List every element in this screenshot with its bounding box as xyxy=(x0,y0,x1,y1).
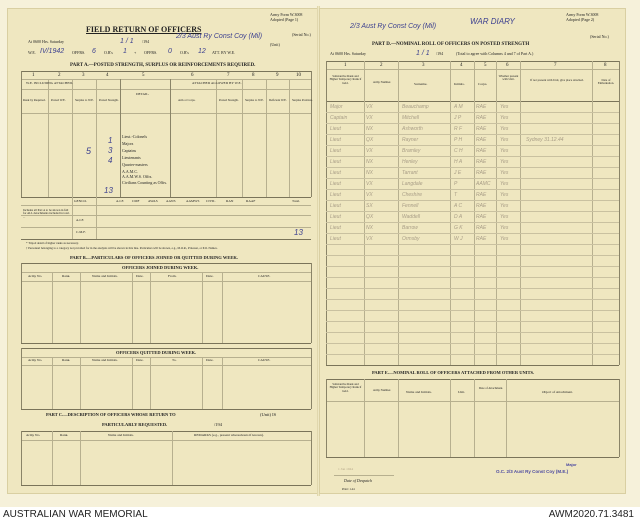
d-col-head-3: Surname. xyxy=(414,82,428,86)
officer-cell: Barrow xyxy=(402,225,418,231)
arm-aans: AANS xyxy=(166,199,176,203)
arm-cmf: CMF xyxy=(132,199,140,203)
officer-cell: Sydney 31.12.44 xyxy=(526,137,564,143)
officer-cell: Yes xyxy=(500,115,509,121)
d-col-num-3: 3 xyxy=(422,63,425,68)
officer-cell: RAE xyxy=(476,192,487,198)
officer-cell: A C xyxy=(454,203,463,209)
joined-col-from: From. xyxy=(168,274,177,278)
year-right: /194 xyxy=(436,51,444,56)
officer-cell: Tarrant xyxy=(402,170,418,176)
col-head-2: Posted W.E. xyxy=(51,98,66,102)
archive-name: AUSTRALIAN WAR MEMORIAL xyxy=(3,509,148,520)
officer-cell: Lieut xyxy=(330,159,341,165)
officer-row xyxy=(326,147,619,157)
officer-cell: Henley xyxy=(402,159,418,165)
officer-row xyxy=(326,202,619,212)
part-d-heading: PART D.—NOMINAL ROLL OF OFFICERS ON POSTED STRENGTH xyxy=(372,42,530,47)
officer-cell: T xyxy=(454,192,458,198)
e-col-head-5: Date of Attachment. xyxy=(478,386,504,390)
d-col-head-4: Initials. xyxy=(454,82,465,86)
officer-cell: P H xyxy=(454,137,463,143)
col-head-4: Posted Strength. xyxy=(99,98,119,102)
officer-cell: NX xyxy=(366,225,373,231)
officer-cell: RAE xyxy=(476,148,487,154)
joined-col-date: Date. xyxy=(136,274,144,278)
officer-cell: Ormsby xyxy=(402,236,420,242)
col-num-3: 3 xyxy=(82,73,85,78)
at-line: At 0600 Hrs. Saturday xyxy=(28,39,64,44)
unit-suffix: (Unit) xyxy=(270,42,280,47)
officer-cell: Captain xyxy=(330,115,348,121)
hw-total: 13 xyxy=(104,186,113,195)
officer-row xyxy=(326,114,619,124)
officer-cell: Yes xyxy=(500,236,509,242)
officer-cell: Yes xyxy=(500,181,509,187)
offrs-label: OFFRS. xyxy=(72,50,86,55)
we-label: W.E. xyxy=(28,50,36,55)
officer-cell: Yes xyxy=(500,192,509,198)
officer-cell: Yes xyxy=(500,225,509,231)
form-note: Army Form W.3008 xyxy=(270,12,303,17)
d-col-num-1: 1 xyxy=(344,63,347,68)
officer-row xyxy=(326,158,619,168)
officer-cell: Langdale xyxy=(402,181,423,187)
joined-col-date-2: Date. xyxy=(206,274,214,278)
officer-cell: VX xyxy=(366,181,373,187)
part-c-heading-2: PARTICULARLY REQUESTED. xyxy=(102,422,168,427)
date-of-despatch: Date of Despatch xyxy=(344,478,372,483)
officer-cell: RAE xyxy=(476,170,487,176)
joined-col-army-no: Army No. xyxy=(28,274,43,278)
field-return-page-2 xyxy=(319,8,626,494)
arm-awas: AWAS xyxy=(148,199,158,203)
officer-row xyxy=(326,103,619,113)
d-col-num-7: 7 xyxy=(554,63,557,68)
arm-aamws: AAMWS xyxy=(186,199,200,203)
officer-cell: Lieut xyxy=(330,126,341,132)
quitted-col-date-2: Date. xyxy=(206,358,214,362)
part-c-col-name: Name and Initials. xyxy=(108,433,134,437)
officer-cell: Lieut xyxy=(330,236,341,242)
officer-cell: J P xyxy=(454,115,462,121)
officer-cell: NX xyxy=(366,126,373,132)
officer-cell: SX xyxy=(366,203,373,209)
col-head-5: DETAIL. xyxy=(136,92,150,96)
hw-majors: 1 xyxy=(108,136,113,145)
officer-cell: Yes xyxy=(500,214,509,220)
quitted-col-name: Name and Initials. xyxy=(92,358,118,362)
officer-cell: Yes xyxy=(500,170,509,176)
plus-sign: + xyxy=(134,50,137,55)
officer-cell: VX xyxy=(366,236,373,242)
officer-cell: Yes xyxy=(500,126,509,132)
hw-total-2: 13 xyxy=(294,228,303,237)
officer-cell: QX xyxy=(366,137,374,143)
rank-quarter-masters: Quarter-masters xyxy=(122,162,148,167)
quitted-col-rank: Rank. xyxy=(62,358,71,362)
officer-cell: RAE xyxy=(476,159,487,165)
officer-cell: Rayner xyxy=(402,137,419,143)
d-col-num-4: 4 xyxy=(460,63,463,68)
unit-name-handwritten-2: 2/3 Aust Ry Const Coy (Mil) xyxy=(350,23,437,30)
e-col-head-6: Object of Attachment. xyxy=(542,390,574,394)
rank-civilians: Civilians Counting as Offrs. xyxy=(122,180,168,185)
joined-col-cause: CAUSE. xyxy=(258,274,271,278)
officer-cell: P xyxy=(454,181,458,187)
print-note: Print: 1.44 xyxy=(342,487,355,491)
officer-row xyxy=(326,180,619,190)
e-col-head-1: Substantive Rank and Higher Temporary Rank if held. xyxy=(329,382,362,393)
officer-row xyxy=(326,224,619,234)
officer-cell: Yes xyxy=(500,159,509,165)
d-col-head-2: Army Number. xyxy=(372,80,392,84)
officer-cell: Waddell xyxy=(402,214,420,220)
officer-cell: VX xyxy=(366,115,373,121)
officer-cell: Yes xyxy=(500,104,509,110)
part-c-heading: PART C.—DESCRIPTION OF OFFICERS WHOSE RETURN TO xyxy=(46,412,176,417)
col-num-5: 5 xyxy=(142,73,145,78)
officer-cell: Beauchamp xyxy=(402,104,429,110)
officer-cell: Lieut xyxy=(330,148,341,154)
hw-captains-2: 3 xyxy=(108,146,113,155)
part-c-col-army-no: Army No. xyxy=(26,433,41,437)
rank-aamc: A.A.M.C. xyxy=(122,169,139,174)
officer-cell: QX xyxy=(366,214,374,220)
arms-note: Includes all Part A to be shown in full for ALL detachments included in total. . . xyxy=(23,208,70,219)
joined-col-rank: Rank. xyxy=(62,274,71,278)
col-head-1: Rank by Required. xyxy=(23,98,46,102)
officer-cell: VX xyxy=(366,192,373,198)
officer-cell: RAE xyxy=(476,225,487,231)
officer-cell: VX xyxy=(366,104,373,110)
col-num-2: 2 xyxy=(58,73,61,78)
hw-lieutenants: 4 xyxy=(108,156,113,165)
officer-cell: Major xyxy=(330,104,343,110)
ors-handwritten: 1 xyxy=(123,48,127,55)
ors2-label: O.R's xyxy=(180,50,189,55)
d-col-head-8: Date of Embarkation. xyxy=(597,78,615,86)
despatch-handwritten: 1 Jan 1944 xyxy=(338,467,354,471)
officer-cell: RAE xyxy=(476,137,487,143)
officer-cell: Lieut xyxy=(330,170,341,176)
joined-title: OFFICERS JOINED DURING WEEK. xyxy=(122,265,199,270)
officer-cell: Lieut xyxy=(330,137,341,143)
form-note-right: Army Form W.3008 xyxy=(566,12,599,17)
part-c-col-remarks: REMARKS (e.g., present whereabouts if known). xyxy=(194,433,264,437)
part-e-heading: PART E.—NOMINAL ROLL OF OFFICERS ATTACHED FROM OTHER UNITS. xyxy=(372,370,535,375)
officer-cell: Yes xyxy=(500,148,509,154)
page-title: FIELD RETURN OF OFFICERS xyxy=(86,25,202,34)
we-handwritten: IV/1942 xyxy=(40,48,65,55)
serial-no-right: (Serial No.) xyxy=(590,34,609,39)
part-b-heading: PART B.—PARTICULARS OF OFFICERS JOINED OR QUITTED DURING WEEK. xyxy=(70,255,238,260)
note-2: † Personnel belonging to a category not provided for in the analysis will be shown in this line. Particulars will be shown, e.g., M.O.R., Prisoner, or P.O. Names. xyxy=(26,246,218,250)
col-head-3: Surplus to W.E. xyxy=(75,98,94,102)
col-num-7: 7 xyxy=(227,73,230,78)
arm-raaf: RAAF xyxy=(246,199,256,203)
col-num-6: 6 xyxy=(191,73,194,78)
quitted-col-date: Date. xyxy=(136,358,144,362)
war-diary-label: WAR DIARY xyxy=(470,17,515,26)
officer-cell: Cheshire xyxy=(402,192,423,198)
row-cmf: C.M.F. xyxy=(76,230,86,234)
offrs2-handwritten: 0 xyxy=(168,48,172,55)
e-col-head-2: Army Number. xyxy=(372,388,392,392)
date-handwritten-right: 1 / 1 xyxy=(416,50,430,57)
ors2-handwritten: 12 xyxy=(198,48,206,55)
col-num-4: 4 xyxy=(106,73,109,78)
year: /194 xyxy=(142,39,150,44)
at-line-right: At 0600 Hrs. Saturday xyxy=(330,51,366,56)
d-col-head-5: Corps. xyxy=(478,82,488,86)
accession-number: AWM2020.71.3481 xyxy=(548,509,634,520)
part-c-col-rank: Rank. xyxy=(60,433,69,437)
officer-row xyxy=(326,213,619,223)
officer-row xyxy=(326,136,619,146)
d-col-num-5: 5 xyxy=(484,63,487,68)
part-c-unit: (Unit) IS xyxy=(260,412,277,417)
quitted-col-army-no: Army No. xyxy=(28,358,43,362)
d-col-num-2: 2 xyxy=(380,63,383,68)
rank-majors: Majors xyxy=(122,141,134,146)
officer-row xyxy=(326,235,619,245)
d-col-head-6: Whether present with Unit. xyxy=(498,74,519,82)
officer-cell: R F xyxy=(454,126,463,132)
officer-cell: RAE xyxy=(476,236,487,242)
field-return-page-1 xyxy=(7,8,321,494)
row-aif: A.I.F. xyxy=(76,218,84,222)
officer-cell: A M xyxy=(454,104,463,110)
col-head-9: Deficient W.E. xyxy=(269,98,287,102)
col-num-9: 9 xyxy=(276,73,279,78)
credit-footer xyxy=(0,507,640,521)
officer-cell: W J xyxy=(454,236,463,242)
rank-aamws: A.A.M.W.S. Offrs. xyxy=(122,174,153,179)
officer-cell: VX xyxy=(366,148,373,154)
hw-captains: 5 xyxy=(86,146,92,156)
officer-cell: J E xyxy=(454,170,462,176)
officer-cell: RAE xyxy=(476,115,487,121)
arm-total: Total. xyxy=(292,199,301,203)
part-a-heading: PART A.—POSTED STRENGTH, SURPLUS OR REINFORCEMENTS REQUIRED. xyxy=(70,63,256,68)
ors-label: O.R's xyxy=(104,50,113,55)
officer-cell: AAMC xyxy=(476,181,491,187)
d-col-num-6: 6 xyxy=(506,63,509,68)
officer-row xyxy=(326,191,619,201)
stamp-rank: Major xyxy=(566,462,577,467)
officer-cell: RAE xyxy=(476,214,487,220)
officer-cell: G K xyxy=(454,225,463,231)
quitted-col-cause: CAUSE. xyxy=(258,358,271,362)
serial-no: (Serial No.) xyxy=(292,32,311,37)
officer-cell: Ashworth xyxy=(402,126,423,132)
quitted-title: OFFICERS QUITTED DURING WEEK. xyxy=(116,350,197,355)
officer-cell: Yes xyxy=(500,137,509,143)
officer-cell: RAE xyxy=(476,126,487,132)
arm-aif: A.I.F. xyxy=(116,199,124,203)
we-including-attached: W.E. INCLUDING ATTACHED. xyxy=(26,81,73,85)
officer-cell: Yes xyxy=(500,203,509,209)
rank-captains: Captains xyxy=(122,148,136,153)
att-label: ATT. BY W.E. xyxy=(212,50,236,55)
officer-cell: RAE xyxy=(476,203,487,209)
col-head-6: Arm or Corps. xyxy=(178,98,196,102)
form-note-right-2: Adopted (Page 2) xyxy=(566,17,595,22)
officer-cell: Lieut xyxy=(330,214,341,220)
e-col-head-4: Unit. xyxy=(458,390,466,394)
col-num-1: 1 xyxy=(32,73,35,78)
oc-stamp: O.C. 2/3 Aust Ry Const Coy (M.E.) xyxy=(496,469,569,474)
officer-cell: Lieut xyxy=(330,225,341,231)
officer-row xyxy=(326,125,619,135)
attached-allowed: ATTACHED ALLOWED BY W.E. xyxy=(192,81,242,85)
officer-cell: RAE xyxy=(476,104,487,110)
unit-name-handwritten: 2/3 Aust Ry Const Coy (Mil) xyxy=(176,33,263,40)
officer-cell: Lieut xyxy=(330,181,341,187)
col-head-7: Posted Strength. xyxy=(219,98,239,102)
officer-cell: Lieut xyxy=(330,203,341,209)
note-1: * Tripod detail of higher ranks as necessary. xyxy=(26,241,79,245)
date-handwritten: 1 / 1 xyxy=(120,38,134,45)
total-note: (Total to agree with Columns 4 and 7 of Part A.) xyxy=(456,51,534,56)
col-head-8: Surplus to W.E. xyxy=(245,98,264,102)
form-note-2: Adopted (Page 1) xyxy=(270,17,299,22)
officer-cell: Bramley xyxy=(402,148,421,154)
officer-cell: Mitchell xyxy=(402,115,419,121)
part-c-date: /194 xyxy=(214,422,223,427)
rank-lieut-colonels: Lieut.-Colonels xyxy=(122,134,147,139)
officer-cell: C H xyxy=(454,148,463,154)
arm-ran: RAN xyxy=(226,199,234,203)
col-head-10: Surplus Position. xyxy=(292,98,313,102)
officer-cell: NX xyxy=(366,159,373,165)
arm-genco: GENCO. xyxy=(74,199,87,203)
d-col-head-1: Substantive Rank and Higher Temporary Rank if held. xyxy=(329,74,362,85)
col-num-10: 10 xyxy=(296,73,301,78)
officer-cell: H A xyxy=(454,159,463,165)
rank-lieutenants: Lieutenants xyxy=(122,155,141,160)
e-col-head-3: Name and Initials. xyxy=(406,390,432,394)
d-col-head-7: If not present with Unit, give place attached. xyxy=(530,78,584,82)
d-col-num-8: 8 xyxy=(604,63,607,68)
offrs-handwritten: 6 xyxy=(92,48,96,55)
col-num-8: 8 xyxy=(252,73,255,78)
officer-cell: D A xyxy=(454,214,463,220)
officer-cell: Lieut xyxy=(330,192,341,198)
officer-cell: NX xyxy=(366,170,373,176)
officer-row xyxy=(326,169,619,179)
joined-col-name: Name and Initials. xyxy=(92,274,118,278)
quitted-col-to: To. xyxy=(172,358,177,362)
offrs2-label: OFFRS. xyxy=(144,50,158,55)
arm-civil: CIVIL xyxy=(206,199,216,203)
officer-cell: Fennell xyxy=(402,203,419,209)
